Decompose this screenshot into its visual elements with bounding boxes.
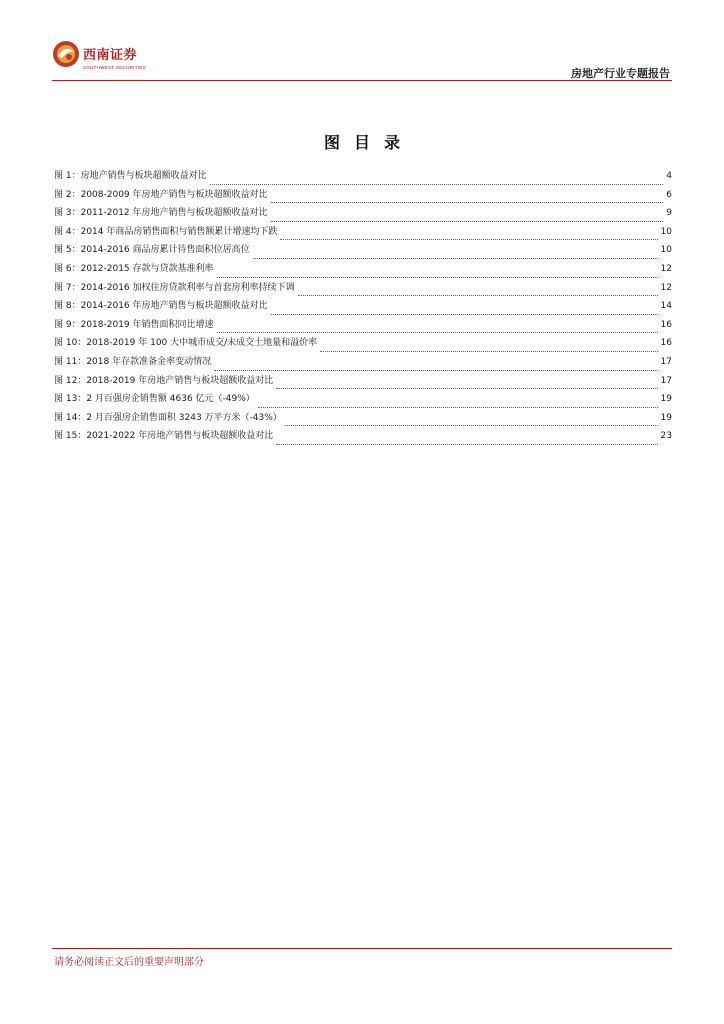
toc-entry-page: 9: [666, 208, 672, 219]
header-divider: [52, 80, 672, 81]
toc-title: 图目录: [323, 133, 414, 152]
toc-leader: [271, 221, 664, 222]
toc-leader: [210, 184, 664, 185]
toc-entry[interactable]: [54, 205, 672, 224]
toc-entry-page: 6: [666, 189, 672, 200]
toc-entry-page: 12: [660, 282, 672, 293]
toc-leader: [298, 295, 658, 296]
toc-leader: [276, 444, 657, 445]
toc-entry-label: 图 10：2018-2019 年 100 大中城市成交/未成交土地量和溢价率: [54, 338, 318, 349]
toc-leader: [285, 425, 658, 426]
toc-entry-page: 16: [660, 319, 672, 330]
toc-entry-label: 图 8：2014-2016 年房地产销售与板块超额收益对比: [54, 301, 268, 312]
toc-entry[interactable]: [54, 317, 672, 336]
toc-entry-label: 图 2：2008-2009 年房地产销售与板块超额收益对比: [54, 189, 268, 200]
logo-text-cn: 西南证券: [83, 48, 138, 63]
report-type-label: 房地产行业专题报告: [571, 67, 670, 80]
toc-entry[interactable]: [54, 261, 672, 280]
toc-leader: [217, 277, 658, 278]
toc-entry-label: 图 1：房地产销售与板块超额收益对比: [54, 171, 207, 181]
toc-entry-label: 图 4：2014 年商品房销售面积与销售额累计增速均下跌: [54, 226, 278, 237]
page-header: [52, 38, 672, 82]
toc-entry-page: 19: [660, 412, 672, 423]
toc-entry-page: 12: [660, 263, 672, 274]
toc-entry-page: 17: [660, 375, 672, 386]
toc-leader: [271, 314, 658, 315]
toc-entry[interactable]: [54, 280, 672, 299]
toc-entry-label: 图 7：2014-2016 加权住房贷款利率与首套房利率持续下调: [54, 282, 295, 293]
toc-leader: [280, 239, 657, 240]
toc-entry-page: 14: [660, 301, 672, 312]
toc-entry-label: 图 6：2012-2015 存款与贷款基准利率: [54, 263, 214, 274]
toc-entry[interactable]: [54, 428, 672, 447]
toc-entry[interactable]: [54, 335, 672, 354]
footer-divider: [52, 948, 672, 949]
toc-leader: [271, 202, 664, 203]
logo-text-en: SOUTHWEST SECURITIES: [83, 65, 146, 70]
toc-entry[interactable]: [54, 354, 672, 373]
toc-leader: [276, 388, 657, 389]
logo-emblem-icon: [52, 40, 80, 68]
toc-entry[interactable]: [54, 187, 672, 206]
toc-entry[interactable]: [54, 410, 672, 429]
toc-entry-page: 10: [660, 245, 672, 256]
toc-entry[interactable]: [54, 242, 672, 261]
toc-entry-page: 23: [660, 431, 672, 442]
toc-entry-label: 图 11：2018 年存款准备金率变动情况: [54, 356, 212, 367]
toc-entry-page: 16: [660, 338, 672, 349]
toc-leader: [320, 351, 657, 352]
toc-leader: [214, 370, 657, 371]
disclaimer-notice: 请务必阅读正文后的重要声明部分: [54, 957, 204, 968]
toc-entry-label: 图 12：2018-2019 年房地产销售与板块超额收益对比: [54, 375, 274, 386]
toc-entry-label: 图 14：2 月百强房企销售面积 3243 万平方米（-43%）: [54, 412, 282, 423]
toc-leader: [253, 258, 658, 259]
toc-entry-page: 10: [660, 226, 672, 237]
toc-entry-page: 19: [660, 394, 672, 405]
toc-entry[interactable]: [54, 373, 672, 392]
toc-entry-page: 17: [660, 356, 672, 367]
toc-leader: [217, 332, 658, 333]
toc-entry-label: 图 15：2021-2022 年房地产销售与板块超额收益对比: [54, 431, 274, 442]
company-logo: [52, 38, 162, 78]
toc-entry[interactable]: [54, 391, 672, 410]
toc-leader: [258, 407, 658, 408]
toc-entry-label: 图 9：2018-2019 年销售面积同比增速: [54, 319, 214, 330]
toc-entry[interactable]: [54, 298, 672, 317]
toc-entry-label: 图 5：2014-2016 商品房累计待售面积位居高位: [54, 245, 250, 256]
toc-entry-label: 图 13：2 月百强房企销售额 4636 亿元（-49%）: [54, 394, 255, 405]
figure-toc-list: [54, 168, 672, 447]
toc-entry[interactable]: [54, 168, 672, 187]
toc-entry[interactable]: [54, 224, 672, 243]
toc-entry-page: 4: [666, 171, 672, 181]
toc-entry-label: 图 3：2011-2012 年房地产销售与板块超额收益对比: [54, 208, 268, 219]
